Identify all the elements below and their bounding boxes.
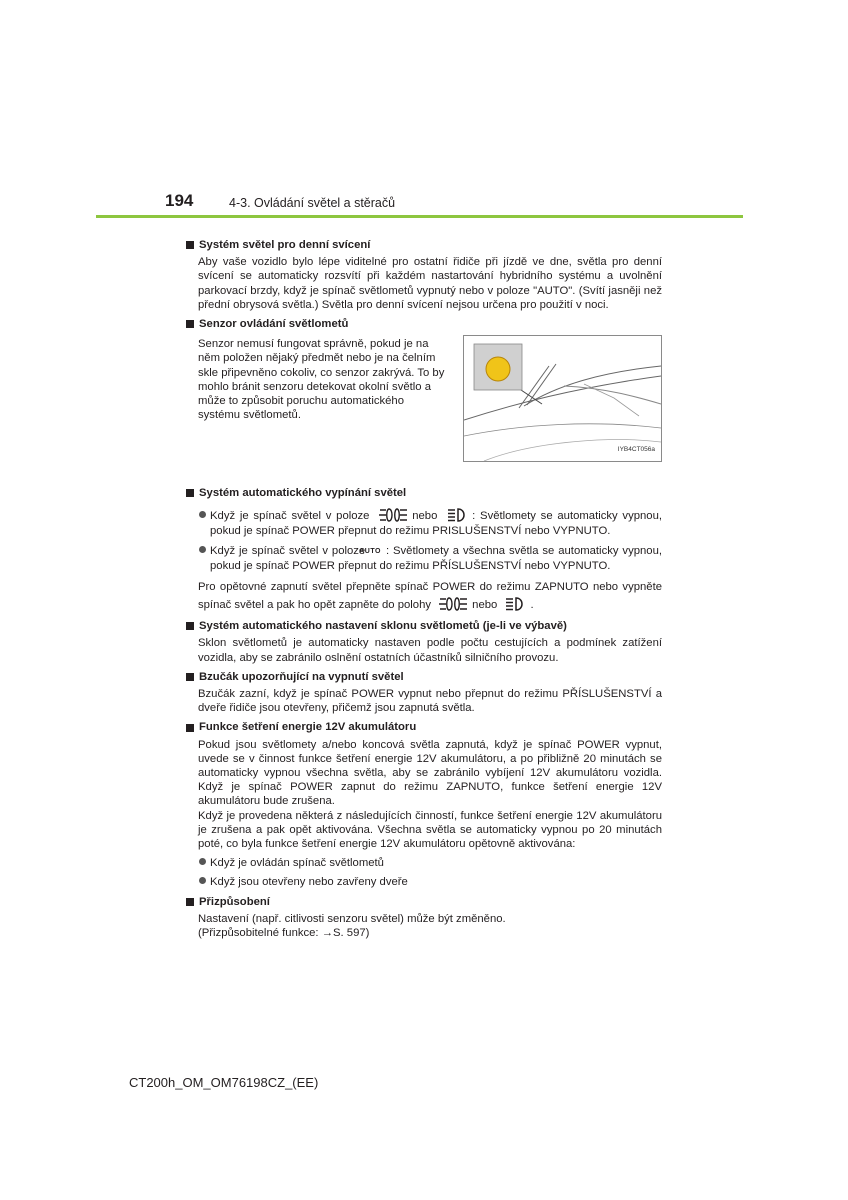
bullet1-text-b: nebo bbox=[412, 510, 438, 523]
sensor-figure bbox=[463, 335, 662, 462]
heading-sensor bbox=[186, 317, 662, 331]
section-square-icon bbox=[186, 241, 194, 249]
heading-leveling-text: Systém automatického nastavení sklonu světlometů (je-li ve výbavě) bbox=[199, 620, 567, 633]
heading-auto-off bbox=[186, 486, 662, 500]
section-square-icon bbox=[186, 724, 194, 732]
section-square-icon bbox=[186, 673, 194, 681]
bullet-dot-icon bbox=[199, 546, 206, 553]
auto-off-bullet-1 bbox=[186, 507, 662, 537]
auto-off-bullet-2 bbox=[186, 544, 662, 573]
bullet1-text-c: : Světlomety se automaticky vypnou, pokud je spínač POWER přepnut do režimu PRISLUŠENSTVÍ nebo VYPNUTO. bbox=[210, 510, 662, 537]
note-text-a: Pro opětovné zapnutí světel přepněte spínač POWER do režimu ZAPNUTO nebo vypněte spínač světel a pak ho opět zapněte do polohy bbox=[198, 581, 662, 612]
battery-item-1-text: Když je ovládán spínač světlometů bbox=[210, 857, 384, 870]
heading-drl-text: Systém světel pro denní svícení bbox=[199, 239, 371, 251]
battery-item-2-text: Když jsou otevřeny nebo zavřeny dveře bbox=[210, 876, 408, 889]
custom-body-1: Nastavení (např. citlivosti senzoru světel) může být změněno. bbox=[198, 912, 506, 925]
headlight-icon bbox=[504, 596, 526, 612]
heading-custom-text: Přizpůsobení bbox=[199, 895, 270, 908]
tail-light-icon bbox=[438, 596, 468, 612]
heading-leveling bbox=[186, 619, 662, 633]
section-square-icon bbox=[186, 898, 194, 906]
sensor-body: Senzor nemusí fungovat správně, pokud je na něm položen nějaký předmět nebo je na čelním skle připevněno cokoliv, co senzor zakrývá. To by mohlo bránit senzoru detekovat okolní světlo a může to způsobit poruchu automatického systému světlometů. bbox=[198, 338, 445, 422]
battery-body-1: Pokud jsou světlomety a/nebo koncová světla zapnutá, když je spínač POWER vypnut, uvede se v činnost funkce šetření energie 12V akumulátoru, a po přibližně 20 minutách se automaticky vypnou všechna světla, aby se zabránilo vybíjení 12V akumulátoru vozidla. Když je spínač POWER zapnut do režimu ZAPNUTO, funkce šetření energie 12V akumulátoru bude zrušena. bbox=[198, 738, 662, 808]
battery-item-1 bbox=[186, 856, 662, 870]
bullet-dot-icon bbox=[199, 858, 206, 865]
note-text-c: . bbox=[530, 599, 534, 612]
page-content bbox=[186, 238, 662, 940]
heading-sensor-text: Senzor ovládání světlometů bbox=[199, 318, 349, 331]
auto-position-label: AUTO bbox=[359, 547, 381, 555]
buzzer-body: Bzučák zazní, když je spínač POWER vypnut nebo přepnut do režimu PŘÍSLUŠENSTVÍ a dveře řidiče jsou otevřeny, přičemž jsou zapnutá světla. bbox=[198, 688, 662, 715]
heading-battery-text: Funkce šetření energie 12V akumulátoru bbox=[199, 721, 417, 734]
tail-light-icon bbox=[378, 507, 408, 523]
bullet2-text-b: : Světlomety a všechna světla se automaticky vypnou, pokud je spínač POWER přepnut do režimu PŘÍSLUŠENSTVÍ nebo VYPNUTO. bbox=[210, 544, 662, 573]
heading-drl bbox=[186, 238, 662, 252]
leveling-body: Sklon světlometů je automaticky nastaven podle počtu cestujících a podmínek zatížení vozidla, aby se zabránilo oslnění ostatních účastníků silničního provozu. bbox=[198, 637, 662, 664]
heading-auto-off-text: Systém automatického vypínání světel bbox=[199, 487, 407, 500]
custom-body-2: (Přizpůsobitelné funkce: →S. 597) bbox=[198, 927, 370, 940]
headlight-icon bbox=[446, 507, 468, 523]
battery-body-2: Když je provedena některá z následujících činností, funkce šetření energie 12V akumulátoru je zrušena a pak opět aktivována. Všechna světla se automaticky vypnou po 20 minutách poté, co byla funkce šetření energie 12V akumulátoru opětovně aktivována: bbox=[198, 809, 662, 851]
battery-item-2 bbox=[186, 875, 662, 889]
header-rule bbox=[96, 215, 743, 218]
section-square-icon bbox=[186, 622, 194, 630]
bullet-dot-icon bbox=[199, 877, 206, 884]
note-text-b: nebo bbox=[472, 599, 498, 612]
section-square-icon bbox=[186, 489, 194, 497]
auto-off-note bbox=[186, 578, 662, 614]
heading-battery bbox=[186, 720, 662, 734]
bullet2-text-a: Když je spínač světel v poloze bbox=[210, 544, 366, 557]
sensor-block bbox=[186, 337, 662, 462]
section-title: 4-3. Ovládání světel a stěračů bbox=[229, 196, 396, 210]
heading-buzzer-text: Bzučák upozorňující na vypnutí světel bbox=[199, 670, 404, 683]
heading-buzzer bbox=[186, 670, 662, 684]
heading-custom bbox=[186, 895, 662, 909]
drl-body: Aby vaše vozidlo bylo lépe viditelné pro ostatní řidiče při jízdě ve dne, světla pro denní svícení se automaticky rozsvítí při každém nastartování hybridního systému a uvolnění parkovací brzdy, když je spínač světlometů vypnutý nebo v poloze "AUTO". (Svítí jasněji než přední obrysová světla.) Světla pro denní svícení nejsou určena pro použití v noci. bbox=[198, 256, 662, 311]
light-sensor-icon bbox=[483, 354, 513, 384]
bullet1-text-a: Když je spínač světel v poloze bbox=[210, 510, 370, 523]
bullet-dot-icon bbox=[199, 511, 206, 518]
document-code: CT200h_OM_OM76198CZ_(EE) bbox=[129, 1075, 319, 1090]
section-square-icon bbox=[186, 320, 194, 328]
figure-code: IYB4CT056a bbox=[617, 446, 655, 454]
page-number: 194 bbox=[165, 191, 194, 210]
